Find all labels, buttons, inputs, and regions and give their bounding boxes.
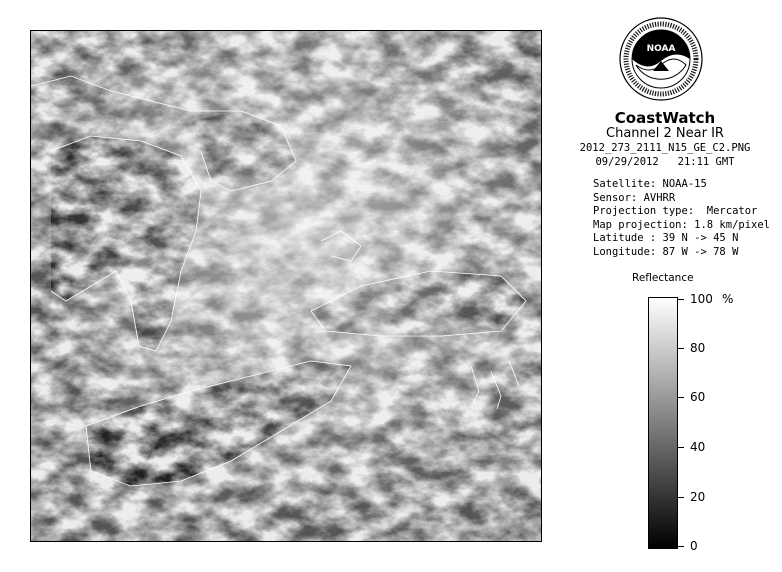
sensor-label: Sensor: AVHRR <box>593 191 676 204</box>
colorbar-tick-label: 0 <box>690 539 698 553</box>
satellite-scene <box>31 31 542 542</box>
app-title: CoastWatch <box>614 109 716 127</box>
colorbar-tick <box>678 348 684 349</box>
colorbar-tick-label: 100 <box>690 292 713 306</box>
datetime-label: 09/29/2012 21:11 GMT <box>595 155 735 168</box>
colorbar-tick <box>678 397 684 398</box>
colorbar-tick <box>678 447 684 448</box>
satellite-label: Satellite: NOAA-15 <box>593 178 707 190</box>
longitude-label: Longitude: 87 W -> 78 W <box>593 245 739 258</box>
filename-label: 2012_273_2111_N15_GE_C2.PNG <box>579 142 751 154</box>
colorbar-tick <box>678 497 684 498</box>
colorbar-unit: % <box>722 292 734 306</box>
channel-subtitle: Channel 2 Near IR <box>606 126 724 141</box>
colorbar-title: Reflectance <box>632 272 694 284</box>
colorbar-tick-label: 40 <box>690 440 706 454</box>
noaa-logo-icon <box>619 17 703 101</box>
colorbar-tick-label: 20 <box>690 490 706 504</box>
colorbar-tick-label: 80 <box>690 341 706 355</box>
latitude-label: Latitude : 39 N -> 45 N <box>593 232 739 244</box>
colorbar <box>648 297 678 549</box>
colorbar-tick <box>678 299 684 300</box>
noaa-logo-text: NOAA <box>646 44 676 54</box>
map-projection-label: Map projection: 1.8 km/pixel <box>593 218 771 231</box>
satellite-image <box>30 30 542 542</box>
info-panel <box>560 109 771 258</box>
colorbar-tick <box>678 546 684 547</box>
projection-type-label: Projection type: Mercator <box>593 205 758 217</box>
colorbar-tick-label: 60 <box>690 390 706 404</box>
